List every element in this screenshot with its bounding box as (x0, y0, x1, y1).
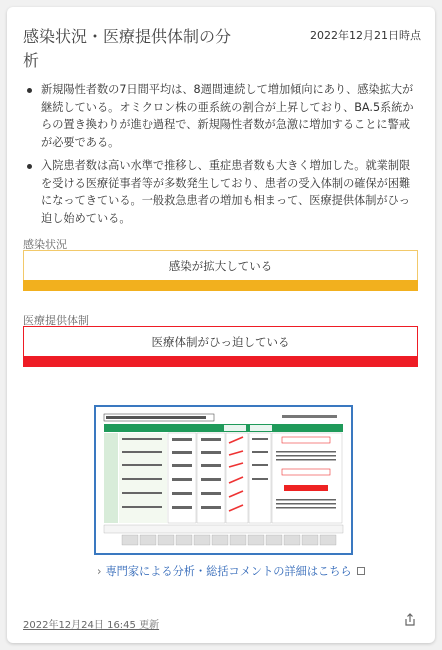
details-link-text[interactable]: 専門家による分析・総括コメントの詳細はこちら (105, 565, 352, 578)
infection-status: 感染が拡大している (23, 250, 418, 280)
infection-level-bar (23, 280, 418, 291)
bullet-icon (27, 164, 32, 169)
share-icon[interactable] (403, 613, 417, 627)
summary-bullets (23, 81, 421, 233)
report-thumbnail-image (102, 411, 345, 549)
bullet-text: 入院患者数は高い水準で推移し、重症患者数も大きく増加した。就業制限を受ける医療従事者等が多数発生しており、患者の受入体制の確保が困難になってきている。一般救急患者の増加も相まって、医療提供体制がひっ迫し始めている。 (41, 159, 411, 225)
medical-level-bar (23, 356, 418, 367)
medical-status: 医療体制がひっ迫している (23, 326, 418, 356)
bullet-text: 新規陽性者数の7日間平均は、8週間連続して増加傾向にあり、感染拡大が継続している。オミクロン株の亜系統の割合が上昇しており、BA.5系統からの置き換わりが進む過程で、新規陽性者数が急激に増加することに警戒が必要である。 (41, 83, 414, 149)
as-of-date: 2022年12月21日時点 (310, 29, 421, 42)
report-table-graphic (102, 411, 345, 549)
report-thumbnail[interactable] (94, 405, 353, 555)
list-item (23, 157, 421, 227)
last-updated[interactable]: 2022年12月24日 16:45 更新 (23, 620, 160, 631)
list-item (23, 81, 421, 151)
analysis-card (7, 7, 435, 643)
external-link-icon (357, 567, 365, 575)
medical-label: 医療提供体制 (23, 314, 89, 327)
infection-label: 感染状況 (23, 238, 67, 251)
bullet-icon (27, 88, 32, 93)
page-title: 感染状況・医療提供体制の分析 (23, 27, 232, 70)
details-link[interactable] (97, 563, 365, 579)
chevron-right-icon: › (97, 565, 102, 578)
